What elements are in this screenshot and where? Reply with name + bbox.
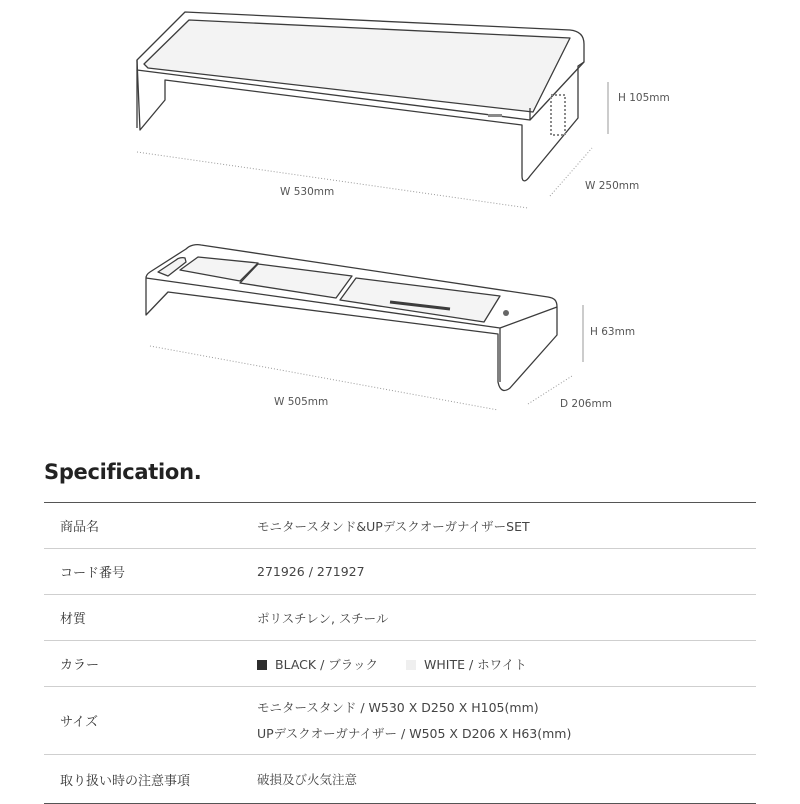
spec-title: Specification. xyxy=(44,460,202,484)
spec-value: 破損及び火気注意 xyxy=(257,772,358,787)
black-swatch-icon xyxy=(257,660,267,670)
spec-key: サイズ xyxy=(60,715,98,730)
spec-value: 271926 / 271927 xyxy=(257,564,365,579)
spec-row-code xyxy=(44,549,756,595)
organizer-illustration xyxy=(146,245,557,391)
spec-row-size xyxy=(44,687,756,755)
monitor-stand-illustration xyxy=(137,12,584,181)
color-jp: / ブラック xyxy=(320,656,379,672)
spec-table xyxy=(44,502,756,804)
spec-value: ポリスチレン, スチール xyxy=(257,610,389,626)
spec-row-product-name xyxy=(44,503,756,549)
spec-value xyxy=(257,655,551,673)
spec-key: 材質 xyxy=(60,612,87,627)
size-line-stand: モニタースタンド / W530 X D250 X H105(mm) xyxy=(257,699,539,715)
color-jp: / ホワイト xyxy=(468,656,527,672)
organizer-width-label: W 505mm xyxy=(274,396,329,408)
spec-key: コード番号 xyxy=(60,566,126,581)
stand-depth-label: W 250mm xyxy=(585,180,640,192)
spec-value xyxy=(257,695,571,747)
white-swatch-icon xyxy=(406,660,416,670)
color-name: WHITE xyxy=(424,656,465,672)
spec-row-caution xyxy=(44,755,756,804)
organizer-height-label: H 63mm xyxy=(590,326,636,338)
size-line-organizer: UPデスクオーガナイザー / W505 X D206 X H63(mm) xyxy=(257,725,572,741)
color-name: BLACK xyxy=(275,656,317,672)
color-option-white xyxy=(406,657,527,672)
spec-row-material xyxy=(44,595,756,641)
spec-row-color xyxy=(44,641,756,687)
spec-key: 取り扱い時の注意事項 xyxy=(60,773,191,789)
spec-key: 商品名 xyxy=(60,520,100,535)
color-option-black xyxy=(257,657,382,672)
spec-value: モニタースタンド&UPデスクオーガナイザーSET xyxy=(257,518,530,534)
stand-width-label: W 530mm xyxy=(280,186,335,198)
organizer-depth-label: D 206mm xyxy=(560,398,612,410)
spec-key: カラー xyxy=(60,658,100,673)
stand-height-label: H 105mm xyxy=(618,92,670,104)
